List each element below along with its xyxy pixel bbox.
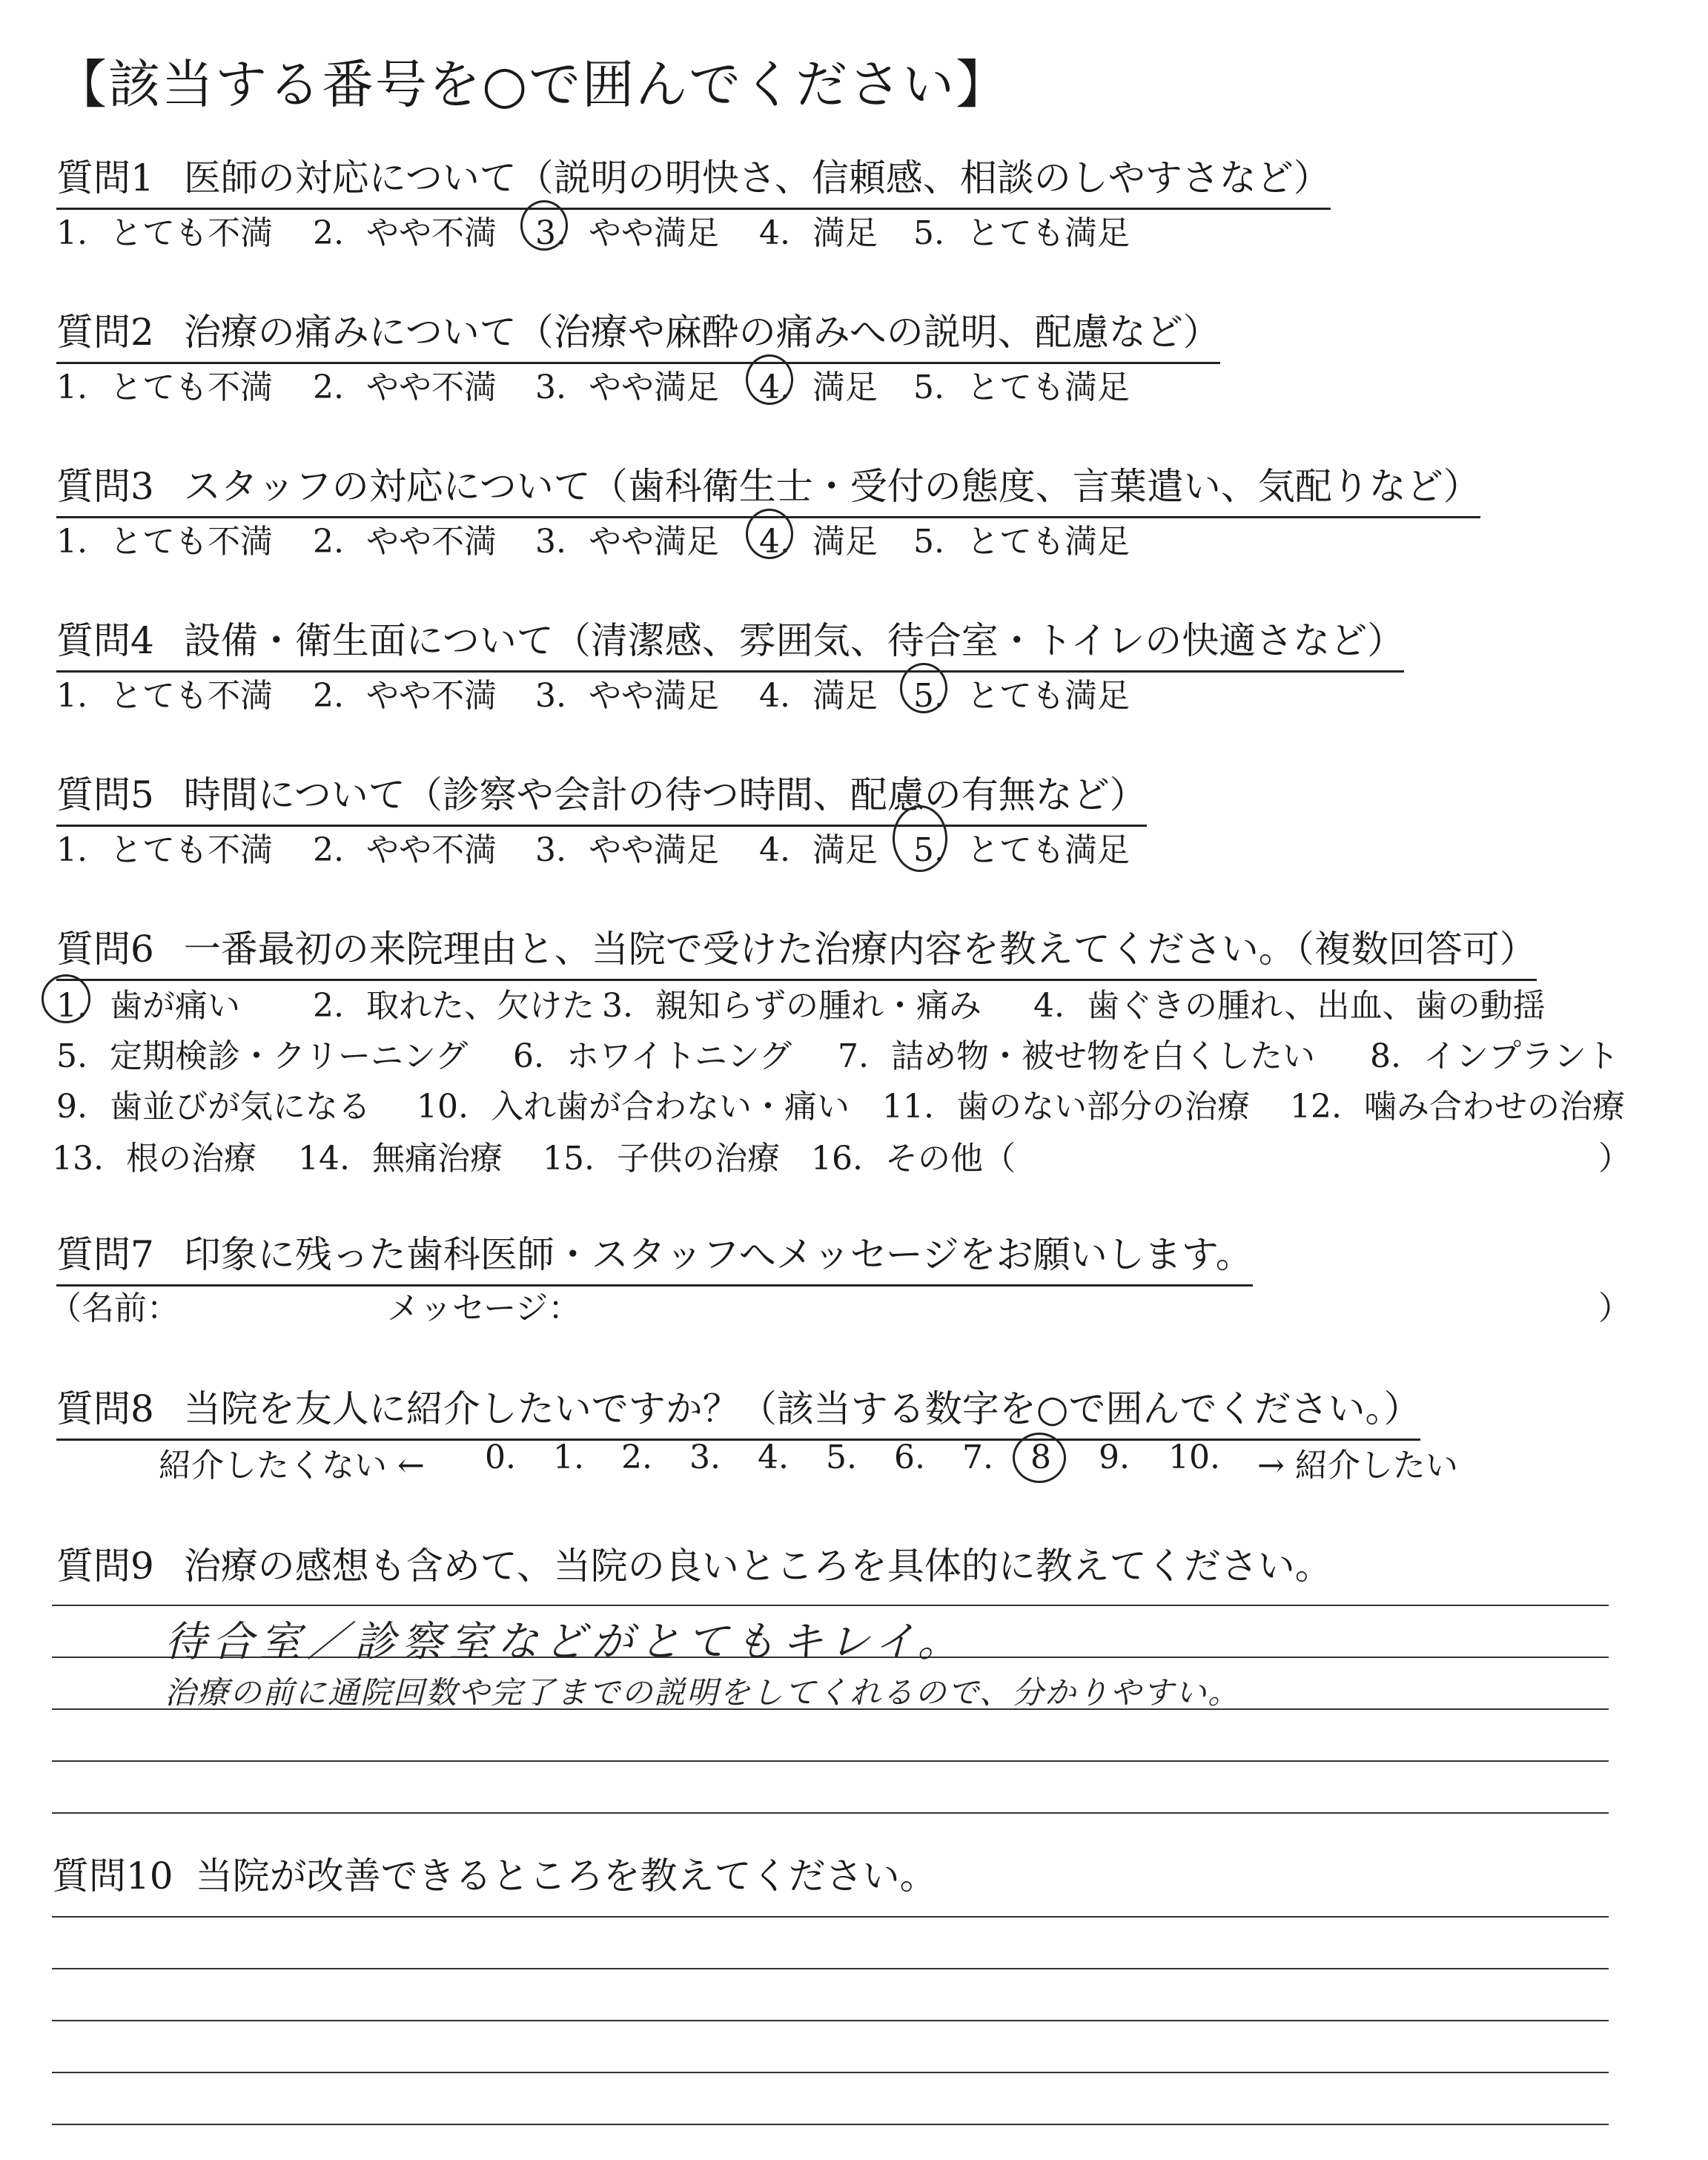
- q4-option-5[interactable]: 5. とても満足: [913, 677, 1130, 715]
- q7-name-label: （名前：: [49, 1289, 179, 1327]
- q5-option-2[interactable]: 2. やや不満: [313, 831, 497, 869]
- question-1-number: 質問1: [56, 156, 154, 199]
- q6-option-15[interactable]: 15. 子供の治療: [543, 1140, 780, 1178]
- q8-scale-9[interactable]: 9.: [1099, 1439, 1130, 1476]
- q6-option-4[interactable]: 4. 歯ぐきの腫れ、出血、歯の動揺: [1033, 987, 1546, 1025]
- q9-answer-line-4: [52, 1760, 1609, 1762]
- q8-answer-circle: [1013, 1433, 1066, 1483]
- q2-answer-circle: [746, 354, 793, 405]
- page-title: 【該当する番号を○で囲んでください】: [55, 54, 1010, 115]
- q6-option-3[interactable]: 3. 親知らずの腫れ・痛み: [602, 987, 982, 1025]
- question-6-number: 質問6: [56, 928, 154, 971]
- q2-option-5[interactable]: 5. とても満足: [913, 369, 1130, 406]
- q6-option-1[interactable]: 1. 歯が痛い: [56, 987, 240, 1025]
- question-9-heading: [56, 1536, 1332, 1590]
- q4-option-4[interactable]: 4. 満足: [759, 677, 878, 715]
- question-6-heading: [56, 919, 1537, 981]
- q3-option-4[interactable]: 4. 満足: [759, 523, 878, 561]
- question-7-heading: [56, 1225, 1253, 1287]
- q6-option-5[interactable]: 5. 定期検診・クリーニング: [56, 1037, 469, 1075]
- q6-option-10[interactable]: 10. 入れ歯が合わない・痛い: [417, 1088, 850, 1126]
- q1-option-5[interactable]: 5. とても満足: [913, 214, 1130, 252]
- q8-scale-2[interactable]: 2.: [621, 1439, 652, 1476]
- question-7-text: 印象に残った歯科医師・スタッフへメッセージをお願いします。: [183, 1233, 1253, 1276]
- question-4-heading: [56, 611, 1404, 673]
- q9-answer-line-1: [52, 1605, 1609, 1606]
- q3-answer-circle: [746, 509, 793, 559]
- q9-answer-line-5: [52, 1812, 1609, 1814]
- question-7-number: 質問7: [56, 1233, 154, 1276]
- q5-option-5[interactable]: 5. とても満足: [913, 831, 1130, 869]
- question-3-number: 質問3: [56, 465, 154, 508]
- q6-other-close-paren: ）: [1598, 1140, 1631, 1178]
- q5-option-1[interactable]: 1. とても不満: [56, 831, 273, 869]
- q9-handwritten-answer-2: 治療の前に通院回数や完了までの説明をしてくれるので、分かりやすい。: [165, 1674, 1241, 1711]
- q6-option-2[interactable]: 2. 取れた、欠けた: [313, 987, 595, 1025]
- q4-option-2[interactable]: 2. やや不満: [313, 677, 497, 715]
- question-10-text: 当院が改善できるところを教えてください。: [195, 1855, 937, 1898]
- question-9-text: 治療の感想も含めて、当院の良いところを具体的に教えてください。: [183, 1545, 1332, 1588]
- question-1-text: 医師の対応について（説明の明快さ、信頼感、相談のしやすさなど）: [183, 156, 1331, 199]
- q5-answer-circle: [893, 805, 947, 872]
- question-2-text: 治療の痛みについて（治療や麻酔の痛みへの説明、配慮など）: [183, 311, 1220, 354]
- q4-answer-circle: [900, 663, 947, 713]
- q8-scale-8[interactable]: 8: [1030, 1439, 1051, 1476]
- question-2-number: 質問2: [56, 311, 154, 354]
- q10-answer-line-1: [52, 1916, 1609, 1918]
- q6-option-9[interactable]: 9. 歯並びが気になる: [56, 1088, 371, 1126]
- question-8-number: 質問8: [56, 1387, 154, 1430]
- q5-option-3[interactable]: 3. やや満足: [535, 831, 719, 869]
- q10-answer-line-5: [52, 2124, 1609, 2125]
- q6-option-7[interactable]: 7. 詰め物・被せ物を白くしたい: [838, 1037, 1315, 1075]
- q10-answer-line-4: [52, 2072, 1609, 2073]
- q6-option-14[interactable]: 14. 無痛治療: [298, 1140, 503, 1178]
- q7-close-paren: ）: [1598, 1289, 1631, 1327]
- q3-option-5[interactable]: 5. とても満足: [913, 523, 1130, 561]
- q3-option-2[interactable]: 2. やや不満: [313, 523, 497, 561]
- question-8-text: 当院を友人に紹介したいですか？（該当する数字を○で囲んでください。）: [183, 1387, 1421, 1430]
- q6-option-12[interactable]: 12. 噛み合わせの治療: [1290, 1088, 1625, 1126]
- q10-answer-line-3: [52, 2020, 1609, 2021]
- question-4-text: 設備・衛生面について（清潔感、雰囲気、待合室・トイレの快適さなど）: [183, 619, 1405, 662]
- q8-scale-10[interactable]: 10.: [1168, 1439, 1220, 1476]
- q10-answer-line-2: [52, 1968, 1609, 1969]
- q5-option-4[interactable]: 4. 満足: [759, 831, 878, 869]
- q8-right-label: → 紹介したい: [1257, 1447, 1458, 1484]
- q6-option-13[interactable]: 13. 根の治療: [52, 1140, 256, 1178]
- q2-option-1[interactable]: 1. とても不満: [56, 369, 273, 406]
- q6-option-11[interactable]: 11. 歯のない部分の治療: [882, 1088, 1250, 1126]
- q6-answer-circle: [42, 974, 90, 1023]
- question-5-heading: [56, 765, 1147, 827]
- q1-option-2[interactable]: 2. やや不満: [313, 214, 497, 252]
- q8-scale-6[interactable]: 6.: [894, 1439, 925, 1476]
- q8-left-label: 紹介したくない ←: [159, 1447, 425, 1484]
- q8-scale-3[interactable]: 3.: [689, 1439, 721, 1476]
- q4-option-1[interactable]: 1. とても不満: [56, 677, 273, 715]
- q1-answer-circle: [520, 200, 568, 251]
- q9-handwritten-answer-1: 待合室／診察室などがとてもキレイ。: [165, 1618, 965, 1666]
- q8-scale-4[interactable]: 4.: [758, 1439, 789, 1476]
- question-1-heading: [56, 148, 1331, 210]
- q6-option-6[interactable]: 6. ホワイトニング: [513, 1037, 792, 1075]
- question-8-heading: [56, 1379, 1420, 1441]
- q1-option-1[interactable]: 1. とても不満: [56, 214, 273, 252]
- question-6-text: 一番最初の来院理由と、当院で受けた治療内容を教えてください。（複数回答可）: [183, 928, 1537, 971]
- question-2-heading: [56, 303, 1220, 364]
- question-10-number: 質問10: [52, 1855, 173, 1898]
- q6-option-8[interactable]: 8. インプラント: [1370, 1037, 1619, 1075]
- q7-message-label: メッセージ：: [387, 1289, 581, 1327]
- question-10-heading: [52, 1846, 937, 1900]
- q8-scale-1[interactable]: 1.: [553, 1439, 584, 1476]
- question-5-number: 質問5: [56, 773, 154, 816]
- q4-option-3[interactable]: 3. やや満足: [535, 677, 719, 715]
- q6-option-16[interactable]: 16. その他（: [811, 1140, 1016, 1178]
- q2-option-4[interactable]: 4. 満足: [759, 369, 878, 406]
- q1-option-3[interactable]: 3. やや満足: [535, 214, 719, 252]
- question-3-text: スタッフの対応について（歯科衛生士・受付の態度、言葉遣い、気配りなど）: [183, 465, 1480, 508]
- question-5-text: 時間について（診察や会計の待つ時間、配慮の有無など）: [183, 773, 1147, 816]
- q8-scale-5[interactable]: 5.: [826, 1439, 857, 1476]
- q1-option-4[interactable]: 4. 満足: [759, 214, 878, 252]
- question-9-number: 質問9: [56, 1545, 154, 1588]
- question-4-number: 質問4: [56, 619, 154, 662]
- q8-scale-7[interactable]: 7.: [962, 1439, 993, 1476]
- q8-scale-0[interactable]: 0.: [485, 1439, 516, 1476]
- q3-option-3[interactable]: 3. やや満足: [535, 523, 719, 561]
- q3-option-1[interactable]: 1. とても不満: [56, 523, 273, 561]
- q2-option-2[interactable]: 2. やや不満: [313, 369, 497, 406]
- q2-option-3[interactable]: 3. やや満足: [535, 369, 719, 406]
